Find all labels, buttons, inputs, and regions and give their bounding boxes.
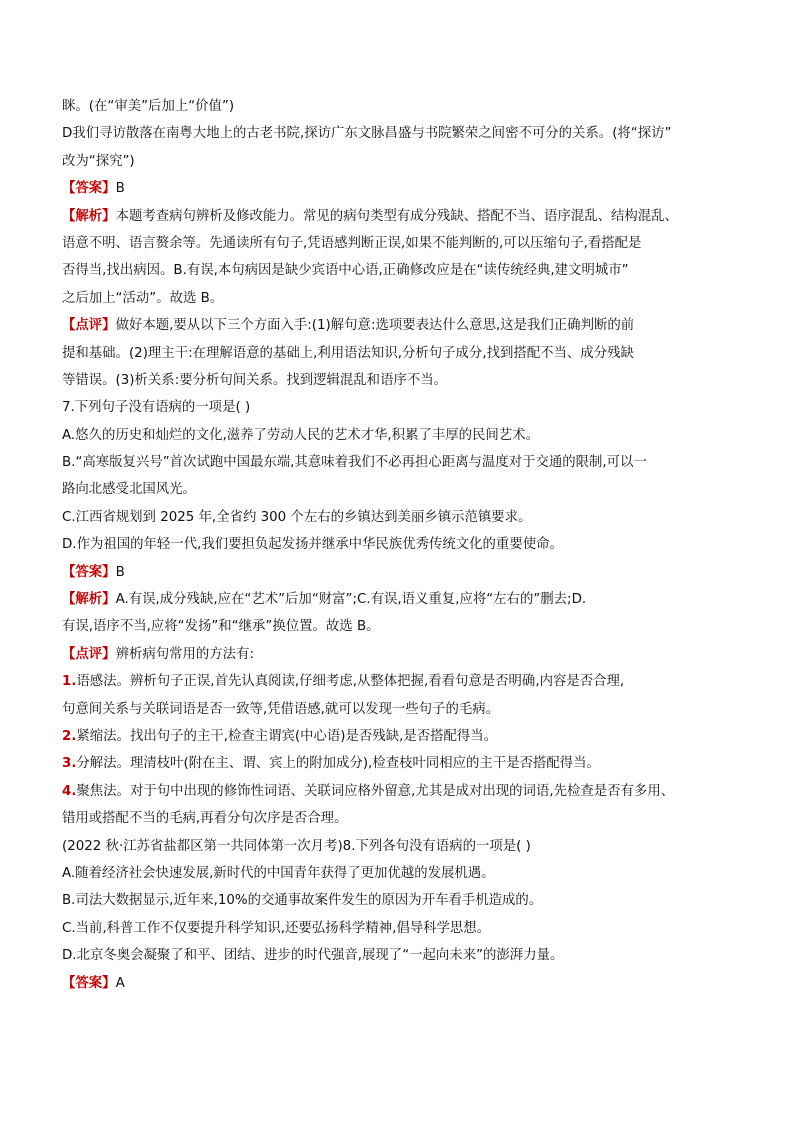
line-text: 句意间关系与关联词语是否一致等,凭借语感,就可以发现一些句子的毛病。 xyxy=(62,701,500,717)
text-line xyxy=(62,148,730,175)
text-line xyxy=(62,942,730,969)
text-line xyxy=(62,696,730,723)
list-number: 1. xyxy=(62,674,77,690)
text-line xyxy=(62,175,730,202)
line-text: A xyxy=(115,975,125,991)
line-text: (2022 秋·江苏省盐都区第一共同体第一次月考)8.下列各句没有语病的一项是( ) xyxy=(62,838,531,854)
text-line xyxy=(62,230,730,257)
line-text: B xyxy=(115,564,125,580)
line-text: 语感法。辨析句子正误,首先认真阅读,仔细考虑,从整体把握,看看句意是否明确,内容是否合理, xyxy=(76,674,625,690)
line-text: 之后加上“活动”。故选 B。 xyxy=(62,290,224,306)
text-line xyxy=(62,559,730,586)
section-tag: 【答案】 xyxy=(62,564,116,580)
section-tag: 【解析】 xyxy=(62,208,116,224)
text-line xyxy=(62,312,730,339)
line-text: D.作为祖国的年轻一代,我们要担负起发扬并继承中华民族优秀传统文化的重要使命。 xyxy=(62,537,563,553)
line-text: B.司法大数据显示,近年来,10%的交通事故案件发生的原因为开车看手机造成的。 xyxy=(62,893,543,909)
text-line xyxy=(62,887,730,914)
line-text: D.北京冬奥会凝聚了和平、团结、进步的时代强音,展现了“一起向未来”的澎湃力量。 xyxy=(62,948,564,964)
line-text: 等错误。(3)析关系:要分析句间关系。找到逻辑混乱和语序不当。 xyxy=(62,372,448,388)
line-text: B xyxy=(115,181,125,197)
line-text: C.当前,科普工作不仅要提升科学知识,还要弘扬科学精神,倡导科学思想。 xyxy=(62,920,491,936)
text-line xyxy=(62,476,730,503)
text-line xyxy=(62,915,730,942)
text-line xyxy=(62,422,730,449)
text-line xyxy=(62,778,730,805)
text-line xyxy=(62,449,730,476)
text-line xyxy=(62,860,730,887)
text-line xyxy=(62,833,730,860)
text-line xyxy=(62,367,730,394)
line-text: 否得当,找出病因。B.有误,本句病因是缺少宾语中心语,正确修改应是在“读传统经典,建文明城市” xyxy=(62,263,629,279)
line-text: 有误,语序不当,应将“发扬”和“继承”换位置。故选 B。 xyxy=(62,619,380,635)
list-number: 3. xyxy=(62,756,77,772)
line-text: 分解法。理清枝叶(附在主、谓、宾上的附加成分),检查枝叶同相应的主干是否搭配得当。 xyxy=(76,756,600,772)
line-text: 语意不明、语言赘余等。先通读所有句子,凭语感判断正误,如果不能判断的,可以压缩句子,看搭配是 xyxy=(62,235,642,251)
text-line xyxy=(62,970,730,997)
section-tag: 【答案】 xyxy=(62,181,116,197)
line-text: 本题考查病句辨析及修改能力。常见的病句类型有成分残缺、搭配不当、语序混乱、结构混乱、 xyxy=(115,208,678,224)
text-line xyxy=(62,394,730,421)
text-line xyxy=(62,586,730,613)
text-line xyxy=(62,285,730,312)
line-text: 聚焦法。对于句中出现的修饰性词语、关联词应格外留意,尤其是成对出现的词语,先检查是否有多用、 xyxy=(76,783,675,799)
text-line xyxy=(62,805,730,832)
text-line xyxy=(62,668,730,695)
line-text: 错用或搭配不当的毛病,再看分句次序是否合理。 xyxy=(62,811,348,827)
section-tag: 【答案】 xyxy=(62,975,116,991)
line-text: A.悠久的历史和灿烂的文化,滋养了劳动人民的艺术才华,积累了丰厚的民间艺术。 xyxy=(62,427,539,443)
text-line xyxy=(62,641,730,668)
line-text: 提和基础。(2)理主干:在理解语意的基础上,利用语法知识,分析句子成分,找到搭配不当、成分残缺 xyxy=(62,345,634,361)
section-tag: 【点评】 xyxy=(62,646,116,662)
text-line xyxy=(62,203,730,230)
line-text: A.有误,成分残缺,应在“艺术”后加“财富”;C.有误,语义重复,应将“左右的”删去;D. xyxy=(115,592,587,608)
line-text: 7.下列句子没有语病的一项是( ) xyxy=(62,400,251,416)
line-text: D我们寻访散落在南粤大地上的古老书院,探访广东文脉昌盛与书院繁荣之间密不可分的关系。(将“探访” xyxy=(62,126,672,142)
line-text: A.随着经济社会快速发展,新时代的中国青年获得了更加优越的发展机遇。 xyxy=(62,865,495,881)
line-text: 路向北感受北国风光。 xyxy=(62,482,196,498)
text-line xyxy=(62,93,730,120)
line-text: 紧缩法。找出句子的主干,检查主谓宾(中心语)是否残缺,是否搭配得当。 xyxy=(76,728,498,744)
line-text: C.江西省规划到 2025 年,全省约 300 个左右的乡镇达到美丽乡镇示范镇要求。 xyxy=(62,509,532,525)
section-tag: 【点评】 xyxy=(62,318,116,334)
text-line xyxy=(62,257,730,284)
document-body xyxy=(62,93,730,997)
line-text: 改为“探究”) xyxy=(62,153,135,169)
line-text: 眯。(在“审美”后加上“价值”) xyxy=(62,99,235,114)
text-line xyxy=(62,613,730,640)
list-number: 4. xyxy=(62,783,77,799)
text-line xyxy=(62,340,730,367)
section-tag: 【解析】 xyxy=(62,592,116,608)
text-line xyxy=(62,531,730,558)
list-number: 2. xyxy=(62,728,77,744)
text-line xyxy=(62,504,730,531)
line-text: 辨析病句常用的方法有: xyxy=(115,646,254,662)
line-text: 做好本题,要从以下三个方面入手:(1)解句意:选项要表达什么意思,这是我们正确判断的前 xyxy=(115,318,635,334)
text-line xyxy=(62,750,730,777)
line-text: B.“高寒版复兴号”首次试跑中国最东端,其意味着我们不必再担心距离与温度对于交通的限制,可以一 xyxy=(62,455,647,471)
text-line xyxy=(62,723,730,750)
text-line xyxy=(62,120,730,147)
